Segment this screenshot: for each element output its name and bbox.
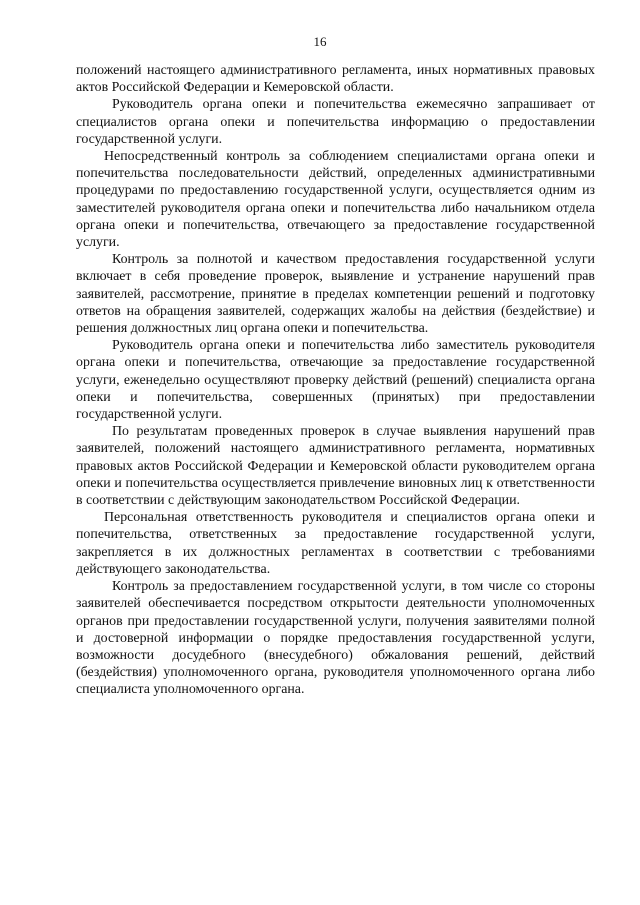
paragraph-direct-control: Непосредственный контроль за соблюдением специалистами органа опеки и попечительства последовательности действий, определенных административными процедурами по предоставлению государственной услуги, осуществляется одним из заместителей руководителя органа опеки и попечительства либо начальником отдела органа опеки и попечительства, отвечающего за предоставление государственной услуги. xyxy=(76,149,595,251)
document-body xyxy=(76,62,595,699)
paragraph-quality-control: Контроль за полнотой и качеством предоставления государственной услуги включает в себя проведение проверок, выявление и устранение нарушений прав заявителей, рассмотрение, принятие в пределах компетенции решений и подготовку ответов на обращения заявителей, содержащих жалобы на действия (бездействие) и решения должностных лиц органа опеки и попечительства. xyxy=(76,252,595,337)
paragraph-monthly-report: Руководитель органа опеки и попечительства ежемесячно запрашивает от специалистов органа опеки и попечительства информацию о предоставлении государственной услуги. xyxy=(76,97,595,147)
paragraph-inspection-results: По результатам проведенных проверок в случае выявления нарушений прав заявителей, положений настоящего административного регламента, нормативных правовых актов Российской Федерации и Кемеровской области руководителем органа опеки и попечительства осуществляется привлечение виновных лиц к ответственности в соответствии с действующим законодательством Российской Федерации. xyxy=(76,424,595,509)
paragraph-personal-responsibility: Персональная ответственность руководителя и специалистов органа опеки и попечительства, ответственных за предоставление государственной услуги, закрепляется в их должностных регламентах в соответствии с требованиями действующего законодательства. xyxy=(76,510,595,577)
paragraph-public-control: Контроль за предоставлением государственной услуги, в том числе со стороны заявителей обеспечивается посредством открытости деятельности уполномоченных органов при предоставлении государственной услуги, получения заявителями полной и достоверной информации о порядке предоставления государственной услуги, возможности досудебного (внесудебного) обжалования решений, действий (бездействия) уполномоченного органа, руководителя уполномоченного органа либо специалиста уполномоченного органа. xyxy=(76,579,595,698)
page-number: 16 xyxy=(313,34,327,49)
paragraph-continuation: положений настоящего административного регламента, иных нормативных правовых актов Российской Федерации и Кемеровской области. xyxy=(76,63,595,96)
paragraph-weekly-check: Руководитель органа опеки и попечительства либо заместитель руководителя органа опеки и попечительства, отвечающие за предоставление государственной услуги, еженедельно осуществляют проверку действий (решений) специалиста органа опеки и попечительства, совершенных (принятых) при предоставлении государственной услуги. xyxy=(76,338,595,423)
